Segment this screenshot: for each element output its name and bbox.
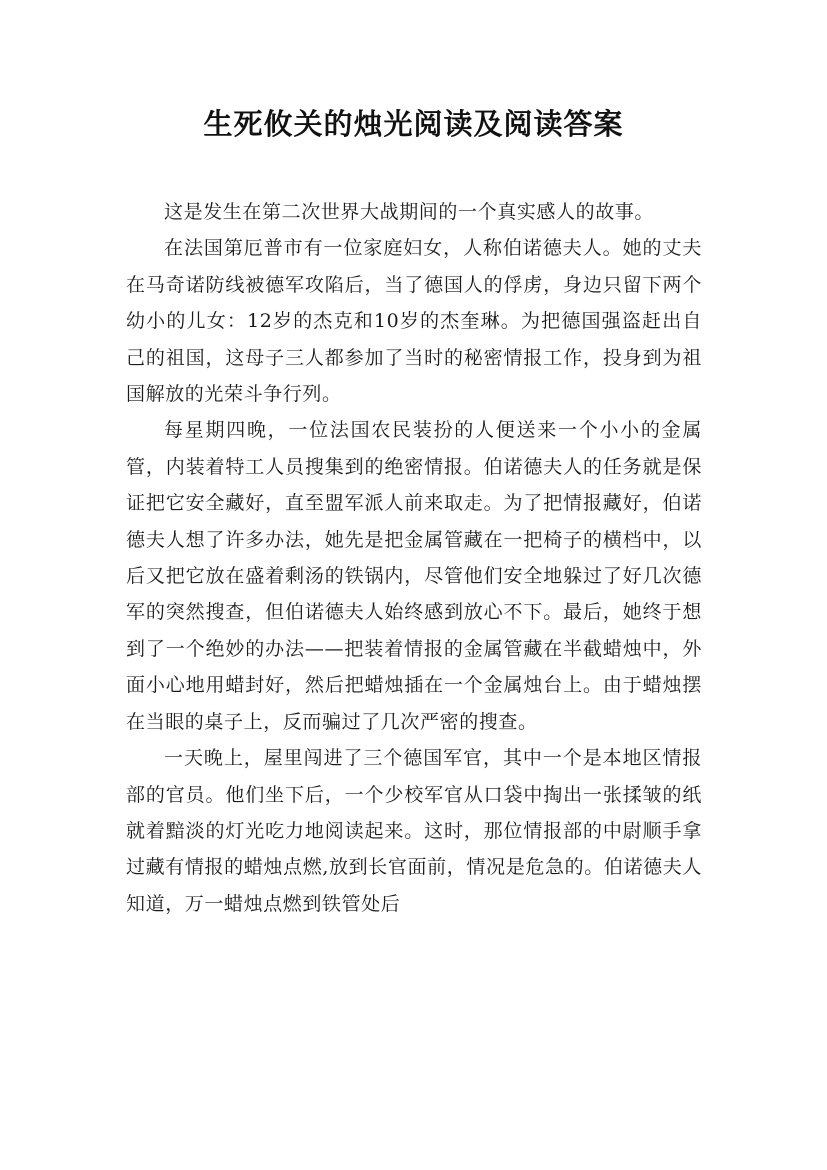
paragraph-1: 这是发生在第二次世界大战期间的一个真实感人的故事。 (164, 201, 655, 223)
document-body (126, 194, 702, 922)
paragraph-3: 每星期四晚，一位法国农民装扮的人便送来一个小小的金属管，内装着特工人员搜集到的绝密情报。伯诺德夫人的任务就是保证把它安全藏好，直至盟军派人前来取走。为了把情报藏好，伯诺德夫人想了许多办法，她先是把金属管藏在一把椅子的横档中，以后又把它放在盛着剩汤的铁锅内，尽管他们安全地躲过了好几次德军的突然搜查，但伯诺德夫人始终感到放心不下。最后，她终于想到了一个绝妙的办法——把装着情报的金属管藏在半截蜡烛中，外面小心地用蜡封好，然后把蜡烛插在一个金属烛台上。由于蜡烛摆在当眼的桌子上，反而骗过了几次严密的搜查。 (126, 419, 702, 733)
document-title: 生死攸关的烛光阅读及阅读答案 (203, 107, 624, 141)
paragraph-4: 一天晚上，屋里闯进了三个德国军官，其中一个是本地区情报部的官员。他们坐下后，一个少校军官从口袋中掏出一张揉皱的纸就着黯淡的灯光吃力地阅读起来。这时，那位情报部的中尉顺手拿过藏有情报的蜡烛点燃,放到长官面前，情况是危急的。伯诺德夫人知道，万一蜡烛点燃到铁管处后 (126, 747, 702, 915)
paragraph-2: 在法国第厄普市有一位家庭妇女，人称伯诺德夫人。她的丈夫在马奇诺防线被德军攻陷后，当了德国人的俘虏，身边只留下两个幼小的儿女：12岁的杰克和10岁的杰奎琳。为把德国强盗赶出自己的祖国，这母子三人都参加了当时的秘密情报工作，投身到为祖国解放的光荣斗争行列。 (126, 237, 702, 406)
